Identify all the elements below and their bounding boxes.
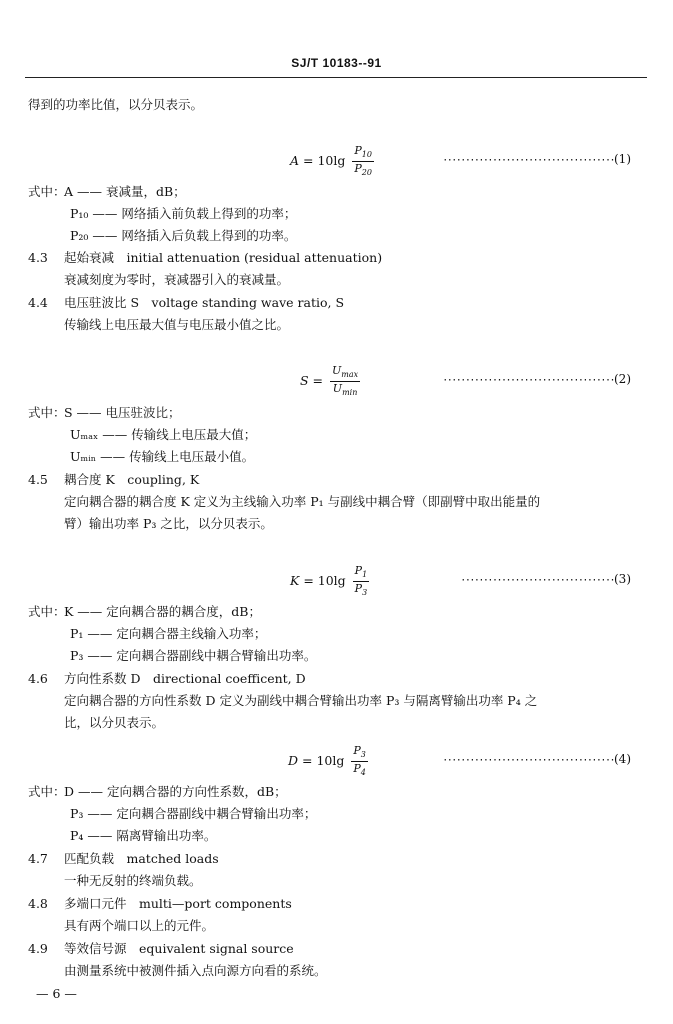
section-heading: 4.9 等效信号源 equivalent signal source [28, 941, 294, 956]
section-body: 定向耦合器的方向性系数 D 定义为副线中耦合臂输出功率 P₃ 与隔离臂输出功率 P₄ 之 [64, 693, 538, 708]
section-body: 传输线上电压最大值与电压最小值之比。 [64, 317, 290, 332]
equation-leader-2: ······································(2) [442, 372, 631, 386]
where-item: S —— 电压驻波比； [64, 405, 181, 420]
section-heading: 4.5 耦合度 K coupling, K [28, 472, 200, 487]
equation-1: A = 10lg $\frac{P_{10}}{P_{20}}$ [290, 144, 372, 178]
fraction: $\frac{U_{max}}{U_{min}}$ [332, 364, 359, 398]
where-item: P₃ —— 定向耦合器副线中耦合臂输出功率； [70, 806, 317, 821]
header-rule [25, 77, 647, 78]
section-heading: 4.7 匹配负载 matched loads [28, 851, 219, 866]
where-item: P₃ —— 定向耦合器副线中耦合臂输出功率。 [70, 648, 317, 663]
where-item: Uₘₐₓ —— 传输线上电压最大值； [70, 427, 257, 442]
where-item: P₁₀ —— 网络插入前负载上得到的功率； [70, 206, 297, 221]
where-item: P₂₀ —— 网络插入后负载上得到的功率。 [70, 228, 297, 243]
equation-leader-4: ······································(4) [442, 752, 631, 766]
where-lead: 式中： [28, 604, 66, 619]
where-item: Uₘᵢₙ —— 传输线上电压最小值。 [70, 449, 255, 464]
section-heading: 4.3 起始衰减 initial attenuation (residual attenuation) [28, 250, 383, 265]
intro-line: 得到的功率比值，以分贝表示。 [28, 97, 204, 112]
section-body: 具有两个端口以上的元件。 [64, 918, 215, 933]
where-item: D —— 定向耦合器的方向性系数，dB； [64, 784, 287, 799]
where-item: P₁ —— 定向耦合器主线输入功率； [70, 626, 267, 641]
where-lead: 式中： [28, 784, 66, 799]
section-body: 臂）输出功率 P₃ 之比，以分贝表示。 [64, 516, 273, 531]
section-heading: 4.4 电压驻波比 S voltage standing wave ratio, S [28, 295, 345, 310]
where-item: K —— 定向耦合器的耦合度，dB； [64, 604, 261, 619]
section-body: 比，以分贝表示。 [64, 715, 165, 730]
page-number: — 6 — [36, 986, 77, 1001]
where-item: A —— 衰减量，dB； [64, 184, 186, 199]
section-body: 定向耦合器的耦合度 K 定义为主线输入功率 P₁ 与副线中耦合臂（即副臂中取出能量的 [64, 494, 541, 509]
where-item: P₄ —— 隔离臂输出功率。 [70, 828, 217, 843]
section-body: 一种无反射的终端负载。 [64, 873, 202, 888]
equation-leader-3: ··································(3) [460, 572, 631, 586]
equation-2: S = $\frac{U_{max}}{U_{min}}$ [300, 364, 359, 398]
equation-4: D = 10lg $\frac{P_3}{P_4}$ [288, 744, 366, 778]
where-lead: 式中： [28, 405, 66, 420]
fraction: $\frac{P_3}{P_4}$ [353, 744, 366, 778]
section-body: 由测量系统中被测件插入点向源方向看的系统。 [64, 963, 327, 978]
where-lead: 式中： [28, 184, 66, 199]
equation-3: K = 10lg $\frac{P_1}{P_3}$ [290, 564, 368, 598]
section-heading: 4.6 方向性系数 D directional coefficent, D [28, 671, 306, 686]
equation-leader-1: ······································(1) [442, 152, 631, 166]
fraction: $\frac{P_{10}}{P_{20}}$ [354, 144, 372, 178]
section-heading: 4.8 多端口元件 multi—port components [28, 896, 292, 911]
fraction: $\frac{P_1}{P_3}$ [354, 564, 368, 598]
section-body: 衰减刻度为零时，衰减器引入的衰减量。 [64, 272, 290, 287]
doc-header: SJ/T 10183--91 [291, 56, 382, 70]
